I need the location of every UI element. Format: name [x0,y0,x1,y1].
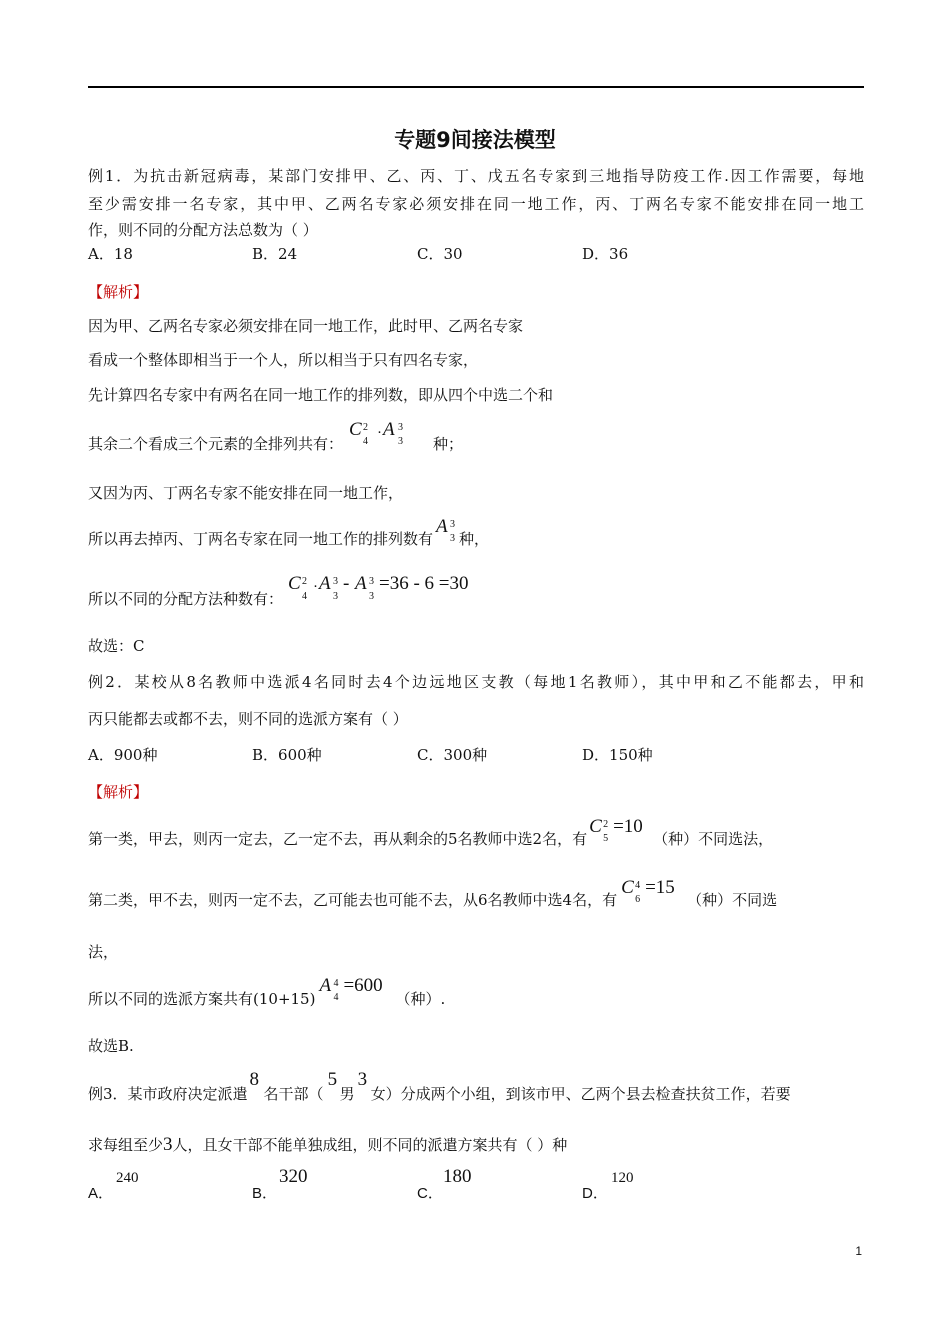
ex1-step4 [88,419,464,455]
header-rule [88,86,864,88]
ex1-formula-final: C 2 4 · A 3 3 - A 3 3 =36 - 6 =30 [288,573,469,602]
page-title: 专题9间接法模型 [394,128,556,152]
ex3-option-a: A． [88,1185,114,1202]
ex2-option-b: B．600种 [252,746,322,764]
ex1-step3: 先计算四名专家中有两名在同一地工作的排列数，即从四个中选二个和 [88,386,554,404]
ex1-option-d: D．36 [582,245,629,263]
ex3-question-line2 [88,1134,567,1156]
ex1-formula-c42a33: C 2 4 · A 3 3 [349,419,404,447]
ex1-step6-suffix: 种， [459,530,490,548]
ex2-step1-text: 第一类，甲去，则丙一定去，乙一定不去，再从剩余的5名教师中选2名，有 [88,830,588,848]
ex2-answer: 故选B. [88,1037,134,1055]
ex1-step5: 又因为丙、丁两名专家不能安排在同一地工作， [88,484,404,502]
ex3-line1-text-a: 例3．某市政府决定派遣 [88,1085,248,1103]
ex1-formula-result: =36 - 6 =30 [379,573,469,594]
ex1-analysis-label: 【解析】 [88,283,149,301]
ex3-option-c-value: 180 [443,1166,472,1187]
ex2-analysis-label: 【解析】 [88,783,149,801]
ex3-num-3-text: 3 [357,1069,368,1090]
ex3-num-3b: 3 [163,1134,173,1155]
ex2-step2-suffix: （种）不同选 [687,891,778,909]
ex2-step2-continued: 法， [88,943,119,961]
ex3-option-b: B． [252,1185,278,1202]
ex2-step2-text: 第二类，甲不去，则丙一定不去，乙可能去也可能不去，从6名教师中选4名，有 [88,891,618,909]
ex3-option-a-value: 240 [116,1170,139,1186]
ex1-question-line1: 例1．为抗击新冠病毒，某部门安排甲、乙、丙、丁、戊五名专家到三地指导防疫工作.因工作需要，每地 [88,167,864,185]
ex1-option-b: B．24 [252,245,298,263]
ex3-num-5 [324,1069,340,1105]
ex3-question-line1 [88,1069,791,1105]
ex1-question-line3: 作，则不同的分配方法总数为（ ） [88,221,318,239]
ex1-answer: 故选：C [88,637,145,655]
ex2-formula-c52-value: =10 [613,816,643,837]
ex3-line1-text-d: 女）分成两个小组，到该市甲、乙两个县去检查扶贫工作，若要 [370,1085,791,1103]
ex3-line1-text-b: 名干部（ [263,1085,324,1103]
ex1-step4-text: 其余二个看成三个元素的全排列共有： [88,435,344,453]
ex1-step6-text: 所以再去掉丙、丁两名专家在同一地工作的排列数有 [88,530,434,548]
ex2-step3-suffix: （种）. [395,990,446,1008]
ex3-num-5-text: 5 [327,1069,338,1090]
ex2-formula-a44: A 4 4 =600 [319,975,383,1003]
ex3-line1-text-c: 男 [339,1085,355,1103]
ex3-option-b-value: 320 [279,1166,308,1187]
ex1-question-line2: 至少需安排一名专家，其中甲、乙两名专家必须安排在同一地工作，丙、丁两名专家不能安排在同一地工 [88,195,864,213]
ex2-step3 [88,975,446,1010]
ex3-num-3 [355,1069,371,1105]
ex3-option-c: C． [417,1185,443,1202]
ex3-line2-text-a: 求每组至少 [88,1136,164,1154]
ex2-step1 [88,816,774,850]
page-number: 1 [855,1244,862,1258]
ex2-step3-text: 所以不同的选派方案共有(10+15) [88,990,316,1008]
ex2-formula-a44-value: =600 [343,975,383,996]
ex2-option-d: D．150种 [582,746,653,764]
ex1-step2: 看成一个整体即相当于一个人，所以相当于只有四名专家， [88,351,479,369]
ex1-step7-text: 所以不同的分配方法种数有： [88,590,284,608]
ex1-step7 [88,573,493,610]
ex2-option-c: C．300种 [417,746,488,764]
ex3-num-8 [248,1069,264,1105]
ex3-line2-text-b: 人，且女干部不能单独成组，则不同的派遣方案共有（ ）种 [172,1136,568,1154]
ex1-formula-a33: A 3 3 [436,516,456,544]
ex2-step1-suffix: （种）不同选法， [653,830,774,848]
ex2-question-line1: 例2．某校从8名教师中选派4名同时去4个边远地区支教（每地1名教师），其中甲和乙不能都去，甲和 [88,673,864,691]
ex2-step2 [88,877,778,911]
ex3-option-d: D． [582,1185,608,1202]
ex1-step6 [88,516,490,550]
ex3-option-d-value: 120 [611,1170,634,1186]
ex2-question-line2: 丙只能都去或都不去，则不同的选派方案有（ ） [88,710,408,728]
ex2-formula-c52: C 2 5 =10 [589,816,643,844]
ex2-formula-c64: C 4 6 =15 [621,877,675,905]
ex2-option-a: A．900种 [88,746,158,764]
ex1-step1: 因为甲、乙两名专家必须安排在同一地工作，此时甲、乙两名专家 [88,317,524,335]
ex1-option-c: C．30 [417,245,463,263]
ex1-option-a: A．18 [88,245,133,263]
ex1-step4-suffix: 种； [433,435,464,453]
ex3-num-8-text: 8 [249,1069,260,1090]
ex2-formula-c64-value: =15 [645,877,675,898]
